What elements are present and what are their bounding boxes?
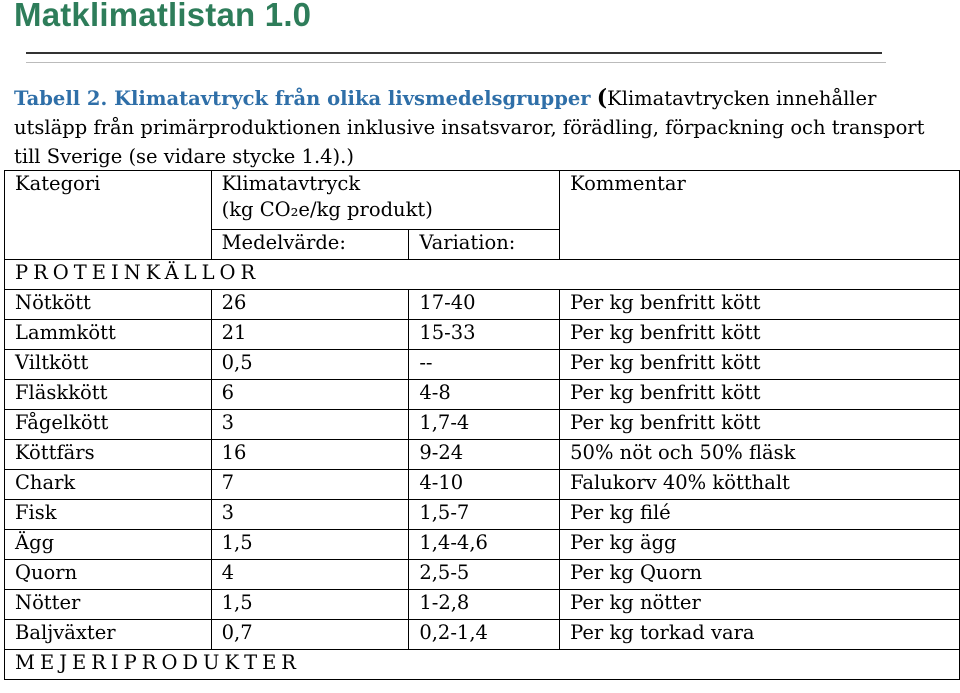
cell-medelvarde: 0,7 xyxy=(211,620,409,650)
table-row xyxy=(5,410,960,440)
header-klimat-line1: Klimatavtryck xyxy=(221,172,361,195)
table-row xyxy=(5,320,960,350)
table-row xyxy=(5,560,960,590)
cell-medelvarde: 3 xyxy=(211,500,409,530)
cell-medelvarde: 26 xyxy=(211,290,409,320)
cell-kommentar: Per kg ägg xyxy=(560,530,960,560)
cell-kategori: Nötter xyxy=(5,590,212,620)
cell-medelvarde: 0,5 xyxy=(211,350,409,380)
slide-title: Matklimatlistan 1.0 xyxy=(14,0,312,33)
table-caption xyxy=(14,84,949,171)
cell-medelvarde: 1,5 xyxy=(211,530,409,560)
section-row xyxy=(5,650,960,680)
cell-kategori: Köttfärs xyxy=(5,440,212,470)
cell-variation: 2,5-5 xyxy=(409,560,560,590)
header-medelvarde: Medelvärde: xyxy=(211,230,409,260)
caption-lead: Tabell 2. Klimatavtryck från olika livsmedelsgrupper xyxy=(14,87,591,110)
climate-table xyxy=(4,170,960,680)
cell-variation: 9-24 xyxy=(409,440,560,470)
cell-variation: -- xyxy=(409,350,560,380)
cell-variation: 1,5-7 xyxy=(409,500,560,530)
cell-kommentar: Per kg benfritt kött xyxy=(560,320,960,350)
table-row xyxy=(5,620,960,650)
cell-medelvarde: 3 xyxy=(211,410,409,440)
header-klimatavtryck xyxy=(211,171,560,230)
cell-kategori: Chark xyxy=(5,470,212,500)
cell-variation: 1,7-4 xyxy=(409,410,560,440)
cell-variation: 1-2,8 xyxy=(409,590,560,620)
cell-kategori: Lammkött xyxy=(5,320,212,350)
cell-kategori: Fågelkött xyxy=(5,410,212,440)
header-variation: Variation: xyxy=(409,230,560,260)
section-label: PROTEINKÄLLOR xyxy=(5,260,960,290)
cell-variation: 15-33 xyxy=(409,320,560,350)
cell-variation: 1,4-4,6 xyxy=(409,530,560,560)
header-kommentar: Kommentar xyxy=(560,171,960,260)
cell-medelvarde: 1,5 xyxy=(211,590,409,620)
cell-medelvarde: 21 xyxy=(211,320,409,350)
cell-kommentar: Per kg torkad vara xyxy=(560,620,960,650)
table-row xyxy=(5,530,960,560)
cell-variation: 4-10 xyxy=(409,470,560,500)
cell-medelvarde: 16 xyxy=(211,440,409,470)
cell-variation: 0,2-1,4 xyxy=(409,620,560,650)
cell-kommentar: Falukorv 40% kötthalt xyxy=(560,470,960,500)
table-row xyxy=(5,290,960,320)
cell-medelvarde: 6 xyxy=(211,380,409,410)
section-label: MEJERIPRODUKTER xyxy=(5,650,960,680)
cell-medelvarde: 4 xyxy=(211,560,409,590)
table-row xyxy=(5,440,960,470)
cell-variation: 4-8 xyxy=(409,380,560,410)
cell-kategori: Viltkött xyxy=(5,350,212,380)
cell-kategori: Quorn xyxy=(5,560,212,590)
cell-kommentar: Per kg filé xyxy=(560,500,960,530)
title-divider-shadow xyxy=(26,62,886,63)
cell-kommentar: 50% nöt och 50% fläsk xyxy=(560,440,960,470)
table-row xyxy=(5,590,960,620)
caption-text: Klimatavtrycken innehåller utsläpp från primärproduktionen inklusive insatsvaror, förädling, förpackning och transport till Sverige (se vidare stycke 1.4).) xyxy=(14,87,925,168)
cell-kategori: Fisk xyxy=(5,500,212,530)
cell-kategori: Ägg xyxy=(5,530,212,560)
cell-kommentar: Per kg benfritt kött xyxy=(560,290,960,320)
table-row xyxy=(5,380,960,410)
table-row xyxy=(5,350,960,380)
cell-kommentar: Per kg nötter xyxy=(560,590,960,620)
cell-medelvarde: 7 xyxy=(211,470,409,500)
cell-kommentar: Per kg benfritt kött xyxy=(560,410,960,440)
cell-kategori: Nötkött xyxy=(5,290,212,320)
title-divider xyxy=(26,52,882,54)
cell-kategori: Fläskkött xyxy=(5,380,212,410)
cell-kommentar: Per kg benfritt kött xyxy=(560,380,960,410)
cell-kommentar: Per kg benfritt kött xyxy=(560,350,960,380)
caption-open-paren: ( xyxy=(596,85,608,111)
cell-kommentar: Per kg Quorn xyxy=(560,560,960,590)
table-row xyxy=(5,470,960,500)
header-klimat-line2: (kg CO₂e/kg produkt) xyxy=(221,198,433,221)
cell-kategori: Baljväxter xyxy=(5,620,212,650)
table-header-row xyxy=(5,171,960,230)
header-kategori: Kategori xyxy=(5,171,212,260)
section-row xyxy=(5,260,960,290)
cell-variation: 17-40 xyxy=(409,290,560,320)
table-row xyxy=(5,500,960,530)
